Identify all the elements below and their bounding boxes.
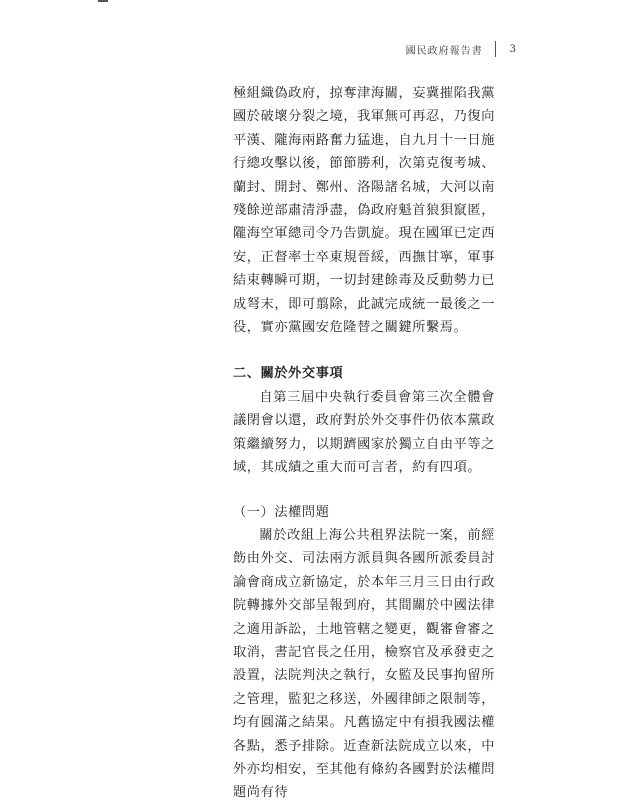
paragraph-military: 極組織偽政府，掠奪津海關，妄冀摧陷我黨國於破壞分裂之境，我軍無可再忍，乃復向平漢、隴海兩路奮力猛進，自九月十一日施行總攻擊以後，節節勝利，次第克復考城、蘭封、開封、鄭州、洛陽諸名城，大河以南殘餘逆部肅清淨盡，偽政府魁首狼狽竄匿，隴海空軍總司令乃告凱旋。現在國軍已定西安，正督率士卒東規晉綏，西撫甘寧，軍事結束轉瞬可期，一切封建餘毒及反動勢力已成弩末，即可翦除，此誠完成統一最後之一役，實亦黨國安危隆替之關鍵所繫焉。	[233, 86, 495, 336]
running-header	[406, 40, 516, 58]
paragraph-foreign-affairs-intro: 自第三屆中央執行委員會第三次全體會議閉會以還，政府對於外交事件仍依本黨政策繼續努力，以期躋國家於獨立自由平等之域，其成績之重大而可言者，約有四項。	[233, 389, 495, 476]
section-heading-foreign-affairs: 二、關於外交事項	[233, 366, 344, 382]
paragraph-jurisdiction: 關於改組上海公共租界法院一案，前經飭由外交、司法兩方派員與各國所派委員討論會商成立新協定，於本年三月三日由行政院轉據外交部呈報到府，其間關於中國法律之適用訴訟，土地管轄之變更，觀審會審之取消，書記官長之任用，檢察官及承發吏之設置，法院判決之執行，女監及民事拘留所之管理，監犯之移送，外國律師之限制等，均有圓滿之結果。凡舊協定中有損我國法權各點，悉予排除。近查新法院成立以來，中外亦均相安，至其他有條約各國對於法權問題尚有待	[233, 527, 495, 801]
page-body	[233, 82, 495, 805]
spacer	[233, 339, 495, 362]
header-title: 國民政府報告書	[405, 45, 483, 57]
corner-mark	[98, 0, 108, 2]
subsection-heading-jurisdiction: （一）法權問題	[233, 504, 330, 520]
spacer	[233, 480, 495, 501]
page-number: 3	[509, 43, 516, 55]
header-separator	[495, 41, 496, 57]
